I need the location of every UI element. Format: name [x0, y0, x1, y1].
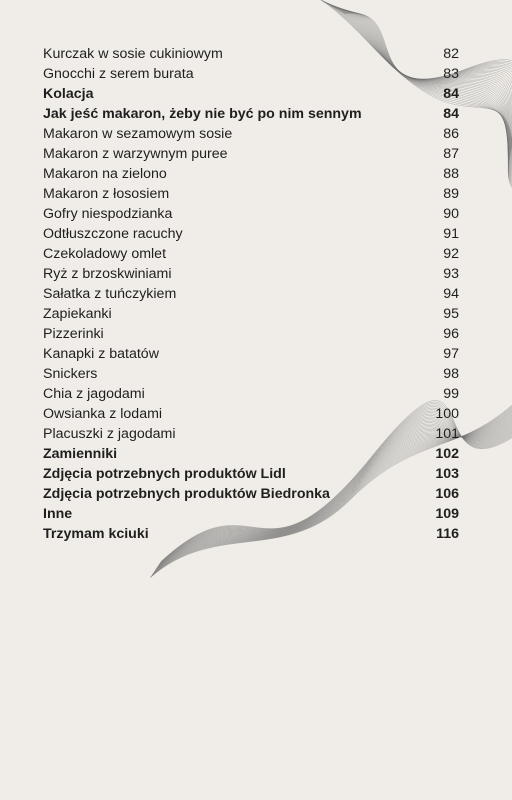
toc-entry[interactable]	[43, 244, 459, 264]
toc-entry[interactable]	[43, 504, 459, 524]
toc-entry-page-number: 96	[443, 326, 459, 342]
toc-entry-page-number: 86	[443, 126, 459, 142]
toc-entry[interactable]	[43, 364, 459, 384]
toc-entry-title: Kanapki z batatów	[43, 346, 159, 362]
toc-entry-page-number: 84	[443, 106, 459, 122]
toc-entry-page-number: 94	[443, 286, 459, 302]
toc-entry-title: Zdjęcia potrzebnych produktów Lidl	[43, 466, 286, 482]
toc-entry[interactable]	[43, 444, 459, 464]
toc-entry[interactable]	[43, 104, 459, 124]
table-of-contents	[43, 44, 459, 544]
toc-entry-title: Pizzerinki	[43, 326, 104, 342]
toc-entry[interactable]	[43, 284, 459, 304]
toc-entry-page-number: 89	[443, 186, 459, 202]
toc-entry-page-number: 91	[443, 226, 459, 242]
toc-entry-page-number: 92	[443, 246, 459, 262]
toc-entry[interactable]	[43, 464, 459, 484]
toc-entry-title: Jak jeść makaron, żeby nie być po nim sennym	[43, 106, 362, 122]
toc-entry-page-number: 103	[435, 466, 459, 482]
toc-entry-page-number: 109	[435, 506, 459, 522]
toc-entry[interactable]	[43, 84, 459, 104]
toc-entry-title: Inne	[43, 506, 73, 522]
toc-entry[interactable]	[43, 324, 459, 344]
toc-entry[interactable]	[43, 264, 459, 284]
toc-entry[interactable]	[43, 424, 459, 444]
toc-entry-title: Makaron na zielono	[43, 166, 167, 182]
toc-entry-title: Makaron w sezamowym sosie	[43, 126, 233, 142]
toc-entry-page-number: 82	[443, 46, 459, 62]
toc-entry-page-number: 100	[435, 406, 459, 422]
toc-entry-page-number: 90	[443, 206, 459, 222]
toc-entry[interactable]	[43, 384, 459, 404]
toc-entry-title: Kurczak w sosie cukiniowym	[43, 46, 223, 62]
toc-entry[interactable]	[43, 64, 459, 84]
toc-entry-title: Gofry niespodzianka	[43, 206, 173, 222]
toc-entry-page-number: 88	[443, 166, 459, 182]
toc-entry[interactable]	[43, 224, 459, 244]
toc-entry[interactable]	[43, 124, 459, 144]
toc-entry-title: Snickers	[43, 366, 98, 382]
toc-entry[interactable]	[43, 304, 459, 324]
toc-entry-page-number: 95	[443, 306, 459, 322]
toc-entry-page-number: 102	[435, 446, 459, 462]
toc-entry[interactable]	[43, 204, 459, 224]
toc-entry[interactable]	[43, 484, 459, 504]
toc-entry-title: Czekoladowy omlet	[43, 246, 167, 262]
toc-entry-title: Sałatka z tuńczykiem	[43, 286, 177, 302]
toc-entry-page-number: 87	[443, 146, 459, 162]
toc-entry-page-number: 116	[436, 526, 459, 542]
toc-entry-title: Kolacja	[43, 86, 94, 102]
toc-entry[interactable]	[43, 184, 459, 204]
toc-entry-page-number: 84	[443, 86, 459, 102]
toc-entry-page-number: 93	[443, 266, 459, 282]
toc-entry-title: Zdjęcia potrzebnych produktów Biedronka	[43, 486, 330, 502]
toc-entry[interactable]	[43, 524, 459, 544]
toc-entry-title: Placuszki z jagodami	[43, 426, 176, 442]
toc-entry[interactable]	[43, 44, 459, 64]
toc-entry[interactable]	[43, 144, 459, 164]
toc-entry-title: Zamienniki	[43, 446, 118, 462]
toc-entry-title: Zapiekanki	[43, 306, 112, 322]
toc-entry-page-number: 99	[443, 386, 459, 402]
toc-entry-title: Ryż z brzoskwiniami	[43, 266, 172, 282]
toc-entry-title: Chia z jagodami	[43, 386, 145, 402]
toc-entry[interactable]	[43, 344, 459, 364]
toc-entry-page-number: 106	[435, 486, 459, 502]
toc-entry-title: Makaron z warzywnym puree	[43, 146, 228, 162]
toc-entry-title: Owsianka z lodami	[43, 406, 163, 422]
toc-entry-page-number: 98	[443, 366, 459, 382]
toc-entry-title: Gnocchi z serem burata	[43, 66, 194, 82]
toc-entry-title: Odtłuszczone racuchy	[43, 226, 183, 242]
toc-entry-title: Makaron z łososiem	[43, 186, 170, 202]
toc-entry[interactable]	[43, 404, 459, 424]
toc-entry[interactable]	[43, 164, 459, 184]
toc-entry-title: Trzymam kciuki	[43, 526, 149, 542]
toc-entry-page-number: 83	[443, 66, 459, 82]
toc-entry-page-number: 101	[435, 426, 459, 442]
toc-entry-page-number: 97	[443, 346, 459, 362]
